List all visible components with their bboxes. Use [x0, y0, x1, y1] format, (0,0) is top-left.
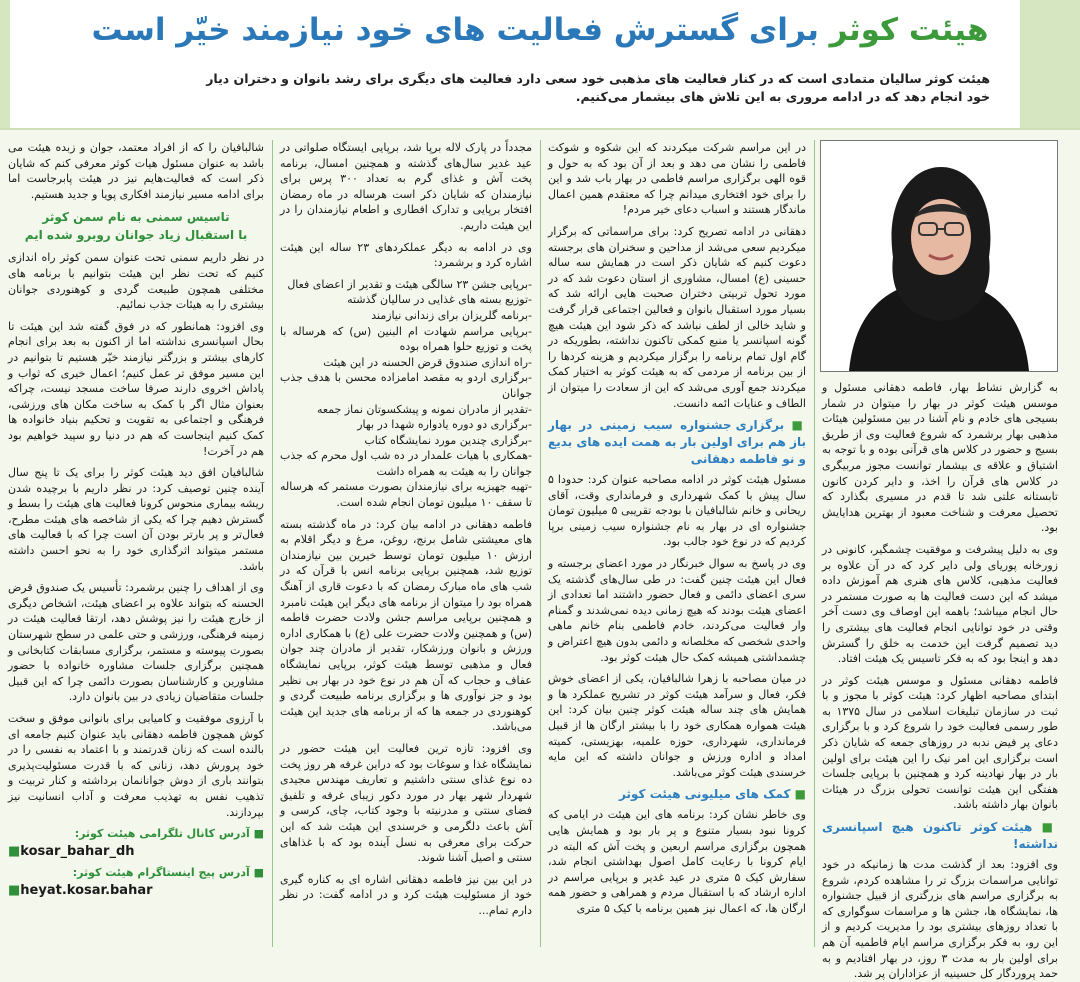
telegram-label — [8, 826, 264, 842]
col4-para-2: در نظر داریم سمنی تحت عنوان سمن کوثر راه اندازی کنیم که تحت نظر این هیئت بتوانیم با برنامه های مختلفی همچون طبیعت گردی و کوهنوردی جوانان بیشتری را به هیئات جذب نمائیم. — [8, 251, 264, 312]
col1-para-2: وی به دلیل پیشرفت و موفقیت چشمگیر، کانونی در زورخانه پوریای ولی دایر کرد که در آن علاوه بر فعالیت مذهبی، کلاس های هنری هم آموزش داده میشد که این دست فعالیت ها به صورت مستمر در حال انجام میباشد؛ باهمه این اوصاف وی دست آخر وقتی در خود توانایی انجام فعالیت های بیشتری را دید تصمیم گرفت این خدمت به خلق را گسترش دهد و اینجا بود که به فکر تاسیس یک هیئت افتاد. — [822, 542, 1058, 666]
col2-subheading-text: برگزاری جشنواره سیب زمینی در بهار باز هم برای اولین بار به همت ایده های بدیع و نو فاطمه دهقانی — [548, 418, 806, 467]
col3-para-2: وی در ادامه به دیگر عملکردهای ۲۳ ساله این هیئت اشاره کرد و برشمرد: — [280, 240, 532, 270]
col4-subheading — [8, 208, 264, 244]
col2-para-1: در این مراسم شرکت میکردند که این شکوه و شوکت فاطمی را نشان می دهد و بعد از آن بود که به حول و قوه الهی برگزاری مراسم فاطمی در بهار باب شد و این را برای خود افتخاری میدانم چرا که معتقدم همین اعمال ماندگار هستند و اسباب دعای خیر مردم! — [548, 141, 806, 217]
col1-para-4: وی افزود: بعد از گذشت مدت ها زمانیکه در خود توانایی مراسمات بزرگ تر را مشاهده کردم، شروع به برگزاری مراسم های بزرگتری از قبیل جشنواره ها، نمایشگاه ها، جشن ها و مراسمات سوگواری که با تعداد روزهای بیشتری بود را مدیریت کردیم و از این رو، به فکر برگزاری مراسم ایام فاطمیه آن هم برای اولین بار به مدت ۳ روز، در بهار افتادیم و به حمد پروردگار کل حسینیه از عزاداران پر شد. — [822, 858, 1058, 981]
instagram-label-text: آدرس پیج اینستاگرام هیئت کوثر: — [72, 866, 250, 880]
bullet-square-icon: ■ — [249, 866, 264, 880]
col2-para-2: دهقانی در ادامه تصریح کرد: برای مراسماتی که برگزار میکردیم سعی می‌شد از مداحین و سخنران های برجسته دعوت کنیم که شایان ذکر است در همایش سه ساله حسینی (ع) امسال، مشاوری از استان دعوت شد که در مورد تحول تربیتی دختران صحبت هایی ارائه شد که بسیار مورد استقبال بانوان و فعالین اجتماعی قرار گرفت و شاید خالی از لطف نباشد که ذکر شود این هیئت هیچ گونه اسپانسر یا منبع کمکی تاکنون نداشته، بطوریکه در گام اول تمام برنامه را برگزار میکردیم و هزینه کردها را از بین برنامه از مردمی که به هیئت کوثر به اختیار کمک میکردند جمع آوری می‌شد که این از سعادت را میتوان از الطاف و عنایات ائمه دانست. — [548, 224, 806, 410]
headline — [70, 6, 1010, 54]
column-divider — [814, 140, 815, 947]
column-1 — [822, 140, 1058, 981]
instagram-handle-text: heyat.kosar.bahar — [20, 882, 153, 898]
achievements-list — [280, 277, 532, 511]
col4-subheading-line-2: با استقبال زیاد جوانان روبرو شده ایم — [24, 228, 248, 243]
list-item: -برپایی مراسم شهادت ام البنین (س) که هرساله با پخت و توزیع حلوا همراه بوده — [280, 324, 532, 354]
bullet-square-icon: ■ — [1032, 820, 1058, 835]
list-item: -تهیه جهیزیه برای نیازمندان بصورت مستمر که هرساله تا سقف ۱۰ میلیون تومان انجام شده است. — [280, 480, 532, 510]
col2-para-6: وی خاطر نشان کرد: برنامه های این هیئت در ایامی که کرونا نبود بسیار متنوع و پر بار بود و همایش هایی همچون برگزاری مراسم اربعین و پخت آش که البته در ایام کرونا با رعایت کامل اصول بهداشتی انجام شد، سفارش کیک ۵ متری در عید غدیر و برپایی مراسم در اداره ارشاد که با استقبال مردم و همراهی و حضور همه ارگان ها، که اعمال نیز همین برنامه با کیک ۵ متری — [548, 808, 806, 915]
header-left-strip — [0, 0, 10, 128]
col3-para-1: مجدداً در پارک لاله برپا شد، برپایی ایستگاه صلواتی در عید غدیر سال‌های گذشته و همچنین امسال، برنامه پخت آش و غذای گرم به تعداد ۳۰۰ پرس برای نیازمندان که شایان ذکر است هرساله در ماه رمضان افتخار برپایی و تدارک افطاری و اطعام نیازمندان را در این هیئت داریم. — [280, 141, 532, 232]
col4-para-4: شالبافیان افق دید هیئت کوثر را برای یک تا پنج سال آینده چنین توصیف کرد: در نظر داریم با برچیده شدن ریشه بیماری منحوس کرونا فعالیت های هیئت را بسط و گسترش دهیم چرا که یکی از شاخصه های هیئت مطرح، فعال‌تر و پر بارتر بودن آن است چرا که با فعالیت های مستمر میتواند اثرگذاری خود را به نحو احسن داشته باشد. — [8, 466, 264, 573]
col4-para-6: با آرزوی موفقیت و کامیابی برای بانوانی موفق و سخت کوش همچون فاطمه دهقانی باید عنوان کنیم جامعه ای بالنده است که زنان قدرتمند و با اعتماد به نفسی را در خود پرورش دهد، زنانی که با قدرت مسئولیت‌پذیری بتوانند باری از دوش جوانانمان برداشته و کنار تربیت و تذهیب نفس به تهذیب معرفت و آداب انسانیت نیز بپردازند. — [8, 712, 264, 819]
col1-para-1: به گزارش نشاط بهار، فاطمه دهقانی مسئول و موسس هیئت کوثر در بهار را میتوان در شمار بسیجی های خادم و نام آشنا در بین مسئولین هیئات مذهبی بهار برشمرد که شروع فعالیت وی از طریق بسیج و حضور در کلاس های قرآنی بوده و با توجه به اشتیاق و علاقه ی بیشمار توانست مجوز مربیگری در کلاس های قرآن را اخذ، و دایر کردن کانون تابستانه علتی شد تا قدم در مسیری بگذارد که تحصیل معرفت و شناخت معبود از بهترین هدایایش بود. — [822, 381, 1058, 535]
column-divider — [540, 140, 541, 947]
telegram-label-text: آدرس کانال تلگرامی هیئت کوثر: — [74, 827, 250, 841]
list-item: -برپایی جشن ۲۳ سالگی هیئت و تقدیر از اعضای فعال — [287, 277, 532, 291]
column-4 — [8, 140, 264, 947]
list-item: -توزیع بسته های غذایی در سالیان گذشته — [347, 293, 532, 307]
col2-subheading-2 — [548, 786, 806, 803]
col4-para-1: شالبافیان را که از افراد معتمد، جوان و زبده هیئت می باشد به عنوان مسئول هیات کوثر معرفی کنم که شایان ذکر است که فعالیت‌هایم نیز در هیئت پابرجاست اما برای ادامه مسیر نیازمند افکاری پویا و جدید هستیم. — [8, 141, 264, 201]
list-item: -همکاری با هیات علمدار در ده شب اول محرم که جذب جوانان را به هیئت به همراه داشت — [280, 449, 532, 478]
list-item: -راه اندازی صندوق قرض الحسنه در این هیئت — [323, 355, 532, 369]
bullet-square-icon: ■ — [8, 882, 21, 898]
article-header — [0, 0, 1080, 130]
col1-subheading-text: هیئت کوثر تاکنون هیچ اسپانسری نداشته! — [822, 820, 1058, 852]
bullet-square-icon: ■ — [790, 787, 806, 802]
col4-para-3: وی افزود: همانطور که در فوق گفته شد این هیئت تا بحال اسپانسری نداشته اما از اکنون به بعد برای انجام کارهای بیشتر و بزرگتر نیازمند خیّر هستیم تا بتوانیم در این مسیر موفق تر عمل کنیم؛ اعمال خیری که ثواب و پاداش اخروی دارند صرفا ساخت مسجد نیست، چراکه بعنوان مثال اگر با کمک به ساخت مکان های ورزشی، فرهنگی و اجتماعی به تقویت و تحکیم بنیاد خانواده ها کمک کنیم اینجاست که هم در دنیا رو سپید خواهیم بود هم در آخرت! — [8, 319, 264, 458]
col1-subheading — [822, 819, 1058, 853]
instagram-label — [8, 865, 264, 881]
portrait-photo — [820, 140, 1058, 372]
col2-para-5: در میان مصاحبه با زهرا شالبافیان، یکی از اعضای خوش فکر، فعال و سرآمد هیئت کوثر در تشریح عملکرد ها و همایش های چند ساله هیئت کوثر چنین بیان کرد: این هیئت همواره همکاری خود را با بیشتر ارگان ها از قبیل فرمانداری، شهرداری، حوزه علمیه، بهزیستی، کمیته امداد و اداره ورزش و جوانان داشته که این مایه خرسندی هیئت کوثر می‌باشد. — [548, 672, 806, 779]
column-3 — [280, 140, 532, 947]
headline-part-2: برای گسترش فعالیت های خود نیازمند خیّر است — [91, 12, 819, 48]
instagram-handle[interactable] — [8, 883, 264, 899]
bullet-square-icon: ■ — [8, 843, 21, 859]
telegram-handle-text: kosar_bahar_dh — [20, 843, 135, 859]
header-right-strip — [1020, 0, 1080, 128]
bullet-square-icon: ■ — [784, 418, 807, 433]
col2-para-4: وی در پاسخ به سوال خبرنگار در مورد اعضای برجسته و فعال این هیئت چنین گفت: در طی سال‌های گذشته یک سری اعضای دائمی و فعال حضور داشتند اما تعدادی از اعضای هیئت بودند که هیچ زمانی دیده نمی‌شدند و گمنام وار فعالیت می‌کردند، خادم فاطمی بنام خانم ماهی واحدی شخصی که مخلصانه و دائمی بدون هیچ اعتراض و چشمداشتی همیشه کمک حال هیئت کوثر بود. — [548, 557, 806, 664]
column-divider — [272, 140, 273, 947]
col1-para-3: فاطمه دهقانی مسئول و موسس هیئت کوثر در ابتدای مصاحبه اظهار کرد: هیئت کوثر با مجوز و با ثبت در سازمان تبلیغات اسلامی در سال ۱۳۷۵ به طور رسمی فعالیت خود را شروع کرد و با برگزاری دعای پر فیض ندبه در روزهای جمعه که شایان ذکر است برگزاری این امر نیک را این هیئت برای اولین بار در بهار نهادینه کرد و همچنین با برپایی جلسات هفتگی این هیئت توانست تحولی بزرگ در هیئات بانوان بهار داشته باشد. — [822, 673, 1058, 812]
col3-para-4: وی افزود: تازه ترین فعالیت این هیئت حضور در نمایشگاه غذا و سوغات بود که دراین غرفه هر روز پخت ده نوع غذای سنتی داشتیم و تعاریف مهندس مجیدی شهردار شهر بهار در مورد دکور زیبای غرفه و تلفیق فضای سنتی و مدرنیته با وجود کتاب، چای، کرسی و آش باعث دلگرمی و خرسندی این هیئت شد که این حرکت برای معرفی به نسل آینده بود که با غذاهای سنتی و اصیل آشنا شوند. — [280, 741, 532, 865]
bullet-square-icon: ■ — [249, 827, 264, 841]
list-item: -تقدیر از مادران نمونه و پیشکسوتان نماز جمعه — [316, 402, 532, 416]
lead-paragraph: هیئت کوثر سالیان متمادی است که در کنار فعالیت های مذهبی خود سعی دارد فعالیت های دیگری برای رشد بانوان و دختران دیار خود انجام دهد که در ادامه مروری به این تلاش های بیشمار می‌کنیم. — [206, 71, 990, 104]
telegram-handle[interactable] — [8, 844, 264, 860]
col3-para-5: در این بین نیز فاطمه دهقانی اشاره ای به کناره گیری خود از مسئولیت هیئت کرد و در ادامه گفت: در نظر دارم تمام... — [280, 872, 532, 917]
col2-subheading — [548, 417, 806, 468]
list-item: -برنامه گلریزان برای زندانی نیازمند — [371, 308, 532, 322]
col4-subheading-line-1: تاسیس سمنی به نام سمن کوثر — [42, 210, 230, 225]
col3-para-3: فاطمه دهقانی در ادامه بیان کرد: در ماه گذشته بسته های معیشتی شامل برنج، روغن، مرغ و دیگر اقلام به ارزش ۱۰ میلیون تومان توسط خیرین بین نیازمندان توزیع شد، همچنین برپایی برنامه انس با قرآن که در شب های ماه مبارک رمضان که با دعوت قاری از آهنگ همراه بود را میتوان از برنامه های دیگر این هیئت نامبرد و همچنین برپایی مراسم جشن ولادت حضرت فاطمه (س) و همچنین ولادت حضرت علی (ع) با همکاری اداره ورزش و بانوان ورزشکار، تقدیر از مادران چند جوان فعال و مذهبی توسط هیئت کوثر، برپایی نمایشگاه عفاف و حجاب که آن هم در نوع خود در بهار بی نظیر بود و جز نوآوری ها و برگزاری برنامه طبیعت گردی و کوهنوردی در جمعه ها که از برنامه های جدید این هیئت می‌باشد. — [280, 517, 532, 734]
col2-subheading-2-text: کمک های میلیونی هیئت کوثر — [619, 787, 791, 802]
col2-para-3: مسئول هیئت کوثر در ادامه مصاحبه عنوان کرد: حدودا ۵ سال پیش با کمک شهرداری و فرمانداری وقت، آقای ریحانی و خانم شالبافیان با بودجه تقریبی ۵ میلیون تومان جشنواره ای در بهار به نام جشنواره سیب زمینی برپا کردیم که در نوع خود جالب بود. — [548, 473, 806, 549]
headline-part-1: هیئت کوثر — [829, 12, 989, 48]
woman-portrait-icon — [821, 141, 1057, 371]
list-item: -برگزاری چندین مورد نمایشگاه کتاب — [364, 433, 532, 447]
list-item: -برگزاری دو دوره یادواره شهدا در بهار — [357, 418, 532, 432]
column-2 — [548, 140, 806, 947]
col4-para-5: وی از اهداف را چنین برشمرد: تأسیس یک صندوق قرض الحسنه که بتواند علاوه بر اعضای هیئت، اشخاص دیگری از خارج هیئت را نیز پوشش دهد، ارتقا فعالیت هیئت در زمینه فرهنگی، ورزشی و حتی علمی در سطح شهرستان بصورت پیوسته و مستمر، برگزاری مسابقات کتابخانی و همچنین برگزاری جلسات مشاوره خانواده با حضور مشاورین و کارشناسان بصورت دائمی چرا که این قبیل جلسات متقاضیان زیادی در بین بانوان دارد. — [8, 581, 264, 704]
list-item: -برگزاری اردو به مقصد امامزاده محسن با هدف جذب جوانان — [280, 371, 532, 400]
